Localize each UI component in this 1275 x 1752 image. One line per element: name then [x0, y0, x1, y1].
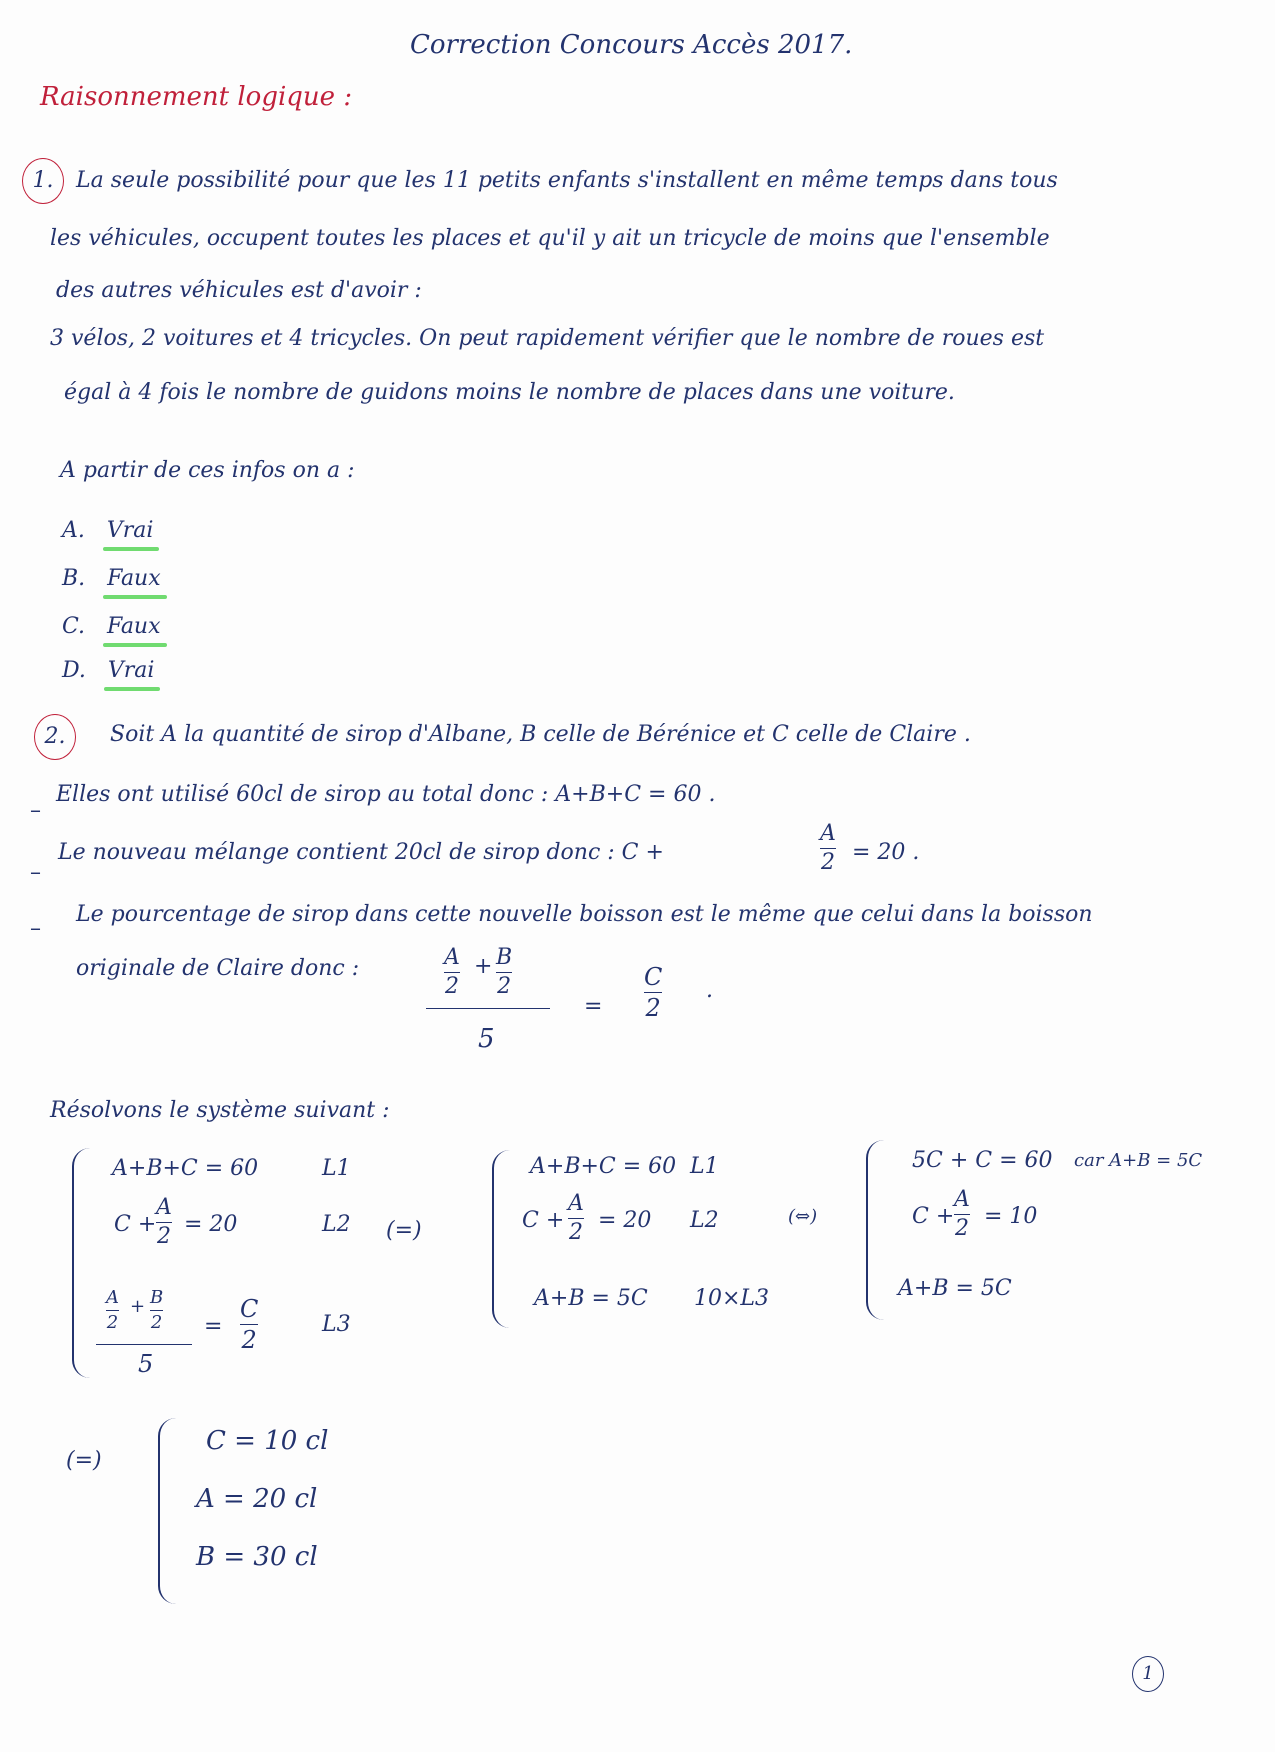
q1-line-1: La seule possibilité pour que les 11 petits enfants s'installent en même temps dans tous [76, 168, 1058, 193]
q2-bullet-3-line-1: Le pourcentage de sirop dans cette nouvelle boisson est le même que celui dans la boisson [76, 902, 1093, 927]
system-3-line-2-pre: C + [912, 1204, 955, 1229]
answer-d-value: Vrai [107, 658, 155, 683]
q2-bullet-2: Le nouveau mélange contient 20cl de sirop donc : C + [58, 840, 664, 865]
question-1-number: 1. [22, 158, 64, 204]
system-2-tag-2: L2 [690, 1208, 719, 1233]
system-1-line-3: A 2 + B 2 5 [96, 1286, 192, 1345]
q2-intro: Soit A la quantité de sirop d'Albane, B celle de Bérénice et C celle de Claire . [110, 722, 971, 747]
answer-b [62, 566, 161, 591]
q1-line-2: les véhicules, occupent toutes les places et qu'il y ait un tricycle de moins que l'ensemble [50, 226, 1050, 251]
result-b: B = 30 cl [196, 1542, 318, 1572]
system-2-line-2-pre: C + [522, 1208, 565, 1233]
system-3-note: car A+B = 5C [1074, 1150, 1203, 1171]
equivalence-1: (=) [386, 1218, 422, 1243]
section-heading: Raisonnement logique : [40, 82, 353, 112]
scanned-page: Correction Concours Accès 2017. Raisonnement logique : 1. La seule possibilité pour que les 11 petits enfants s'installent en même temps dans tous les véhicules, occupent toutes les places et qu'il y ait un tricycle de moins que l'ensemble des autres véhicules est d'avoir : 3 vélos, 2 voitures et 4 tricycles. On peut rapidement vérifier que le nombre de roues est égal à 4 fois le nombre de guidons moins le nombre de places dans une voiture. A partir de ces infos on a : A. Vrai B. Faux C. Faux D. Vrai 2. Soit A la quantité de sirop d'Albane, B celle de Bérénice et C celle de Claire . – Elles ont utilisé 60cl de sirop au total donc : A+B+C = 60 . – Le nouveau mélange contient 20cl de sirop donc : C + A 2 = 20 . – Le pourcentage de sirop dans cette nouvelle boisson est le même que celui dans la boisson originale de Claire donc : A 2 + B 2 5 = C 2 . Résolvons le système suivant : A+B+C = 60 L1 C + A 2 = 20 L2 A 2 + B 2 5 = C 2 L3 (=) A+B+C = 60 L1 C + A 2 = 20 L2 A+B = 5C 10×L3 (⇔) 5C + C = 60 car A+B = 5C C + A 2 = 10 A+B = 5C (=) C = 10 cl A = 20 cl B = 30 cl 1 [0, 0, 1275, 1752]
q2-bullet-2-tail: = 20 . [852, 840, 920, 865]
q1-line-5: égal à 4 fois le nombre de guidons moins le nombre de places dans une voiture. [64, 380, 955, 405]
q2-equation-eq: = [584, 994, 603, 1019]
system-2-line-3: A+B = 5C [534, 1286, 648, 1311]
system-1-tag-2: L2 [322, 1212, 351, 1237]
system-1-tag-1: L1 [322, 1156, 351, 1181]
system-1-line-2-post: = 20 [184, 1212, 238, 1237]
system-3-line-1: 5C + C = 60 [912, 1148, 1053, 1173]
system-2-brace [492, 1150, 510, 1328]
q2-equation-fraction: A 2 + B 2 5 [426, 944, 550, 1009]
question-2-number: 2. [34, 714, 76, 760]
system-2-line-2-post: = 20 [598, 1208, 652, 1233]
equivalence-2: (⇔) [788, 1206, 818, 1227]
result-brace [158, 1418, 176, 1604]
answer-d-letter: D. [62, 658, 86, 683]
answer-a-letter: A. [62, 518, 85, 543]
system-3-brace [866, 1140, 884, 1320]
system-2-line-1: A+B+C = 60 [530, 1154, 677, 1179]
q2-bullet-3-line-2: originale de Claire donc : [76, 956, 360, 981]
answer-a [62, 518, 153, 543]
q1-line-4: 3 vélos, 2 voitures et 4 tricycles. On peut rapidement vérifier que le nombre de roues est [50, 326, 1045, 351]
system-2-tag-1: L1 [690, 1154, 719, 1179]
q2-equation-rhs: C 2 [644, 963, 663, 1023]
answer-c [62, 614, 161, 639]
system-3-line-3: A+B = 5C [898, 1276, 1012, 1301]
system-1-brace [72, 1148, 90, 1378]
answer-c-letter: C. [62, 614, 86, 639]
answer-b-letter: B. [62, 566, 86, 591]
q2-resolve: Résolvons le système suivant : [50, 1098, 390, 1123]
q1-line-3: des autres véhicules est d'avoir : [56, 278, 422, 303]
system-1-line-2-pre: C + [114, 1212, 157, 1237]
system-2-tag-3: 10×L3 [694, 1286, 770, 1311]
system-3-line-2-post: = 10 [984, 1204, 1038, 1229]
system-1-tag-3: L3 [322, 1312, 351, 1337]
q2-bullet-1: Elles ont utilisé 60cl de sirop au total donc : A+B+C = 60 . [56, 782, 716, 807]
answer-d [62, 658, 154, 683]
answer-b-value: Faux [107, 566, 161, 591]
final-equivalence: (=) [66, 1448, 102, 1473]
q1-intro: A partir de ces infos on a : [60, 458, 355, 483]
page-title: Correction Concours Accès 2017. [410, 30, 853, 60]
result-a: A = 20 cl [196, 1484, 318, 1514]
system-1-line-1: A+B+C = 60 [112, 1156, 259, 1181]
page-number: 1 [1132, 1656, 1164, 1692]
result-c: C = 10 cl [206, 1426, 329, 1456]
q2-bullet-2-fraction: A 2 [820, 821, 836, 876]
answer-c-value: Faux [107, 614, 161, 639]
answer-a-value: Vrai [106, 518, 154, 543]
